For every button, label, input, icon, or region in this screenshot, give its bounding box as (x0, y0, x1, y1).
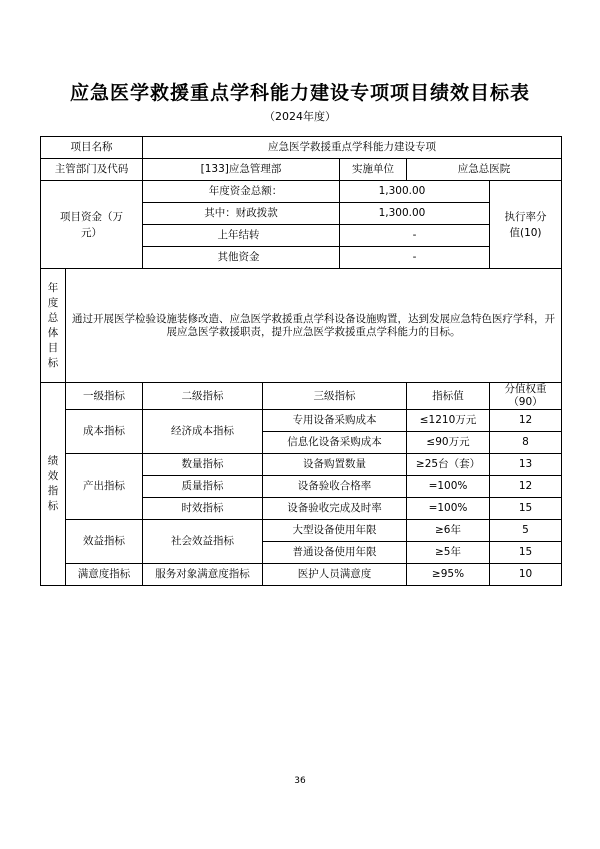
funds-total-value: 1,300.00 (340, 181, 490, 203)
unit-value: 应急总医院 (407, 159, 562, 181)
weight-cell: 15 (490, 542, 562, 564)
dept-label: 主管部门及代码 (41, 159, 143, 181)
goal-text: 通过开展医学检验设施装修改造、应急医学救援重点学科设备设施购置，达到发展应急特色医疗学科，开展应急医学救援职责，提升应急医学救援重点学科能力的目标。 (66, 269, 562, 383)
project-name-value: 应急医学救援重点学科能力建设专项 (143, 137, 562, 159)
l3-cell: 设备验收完成及时率 (263, 498, 407, 520)
l2-service-satisfaction: 服务对象满意度指标 (143, 564, 263, 586)
weight-cell: 5 (490, 520, 562, 542)
weight-cell: 12 (490, 410, 562, 432)
funds-fiscal-value: 1,300.00 (340, 203, 490, 225)
weight-cell: 12 (490, 476, 562, 498)
value-cell: ≥6年 (407, 520, 490, 542)
l1-output: 产出指标 (66, 454, 143, 520)
l3-cell: 普通设备使用年限 (263, 542, 407, 564)
unit-label: 实施单位 (340, 159, 407, 181)
l3-cell: 设备购置数量 (263, 454, 407, 476)
l1-satisfaction: 满意度指标 (66, 564, 143, 586)
goal-label: 年度总体目标 (47, 281, 59, 369)
l3-cell: 专用设备采购成本 (263, 410, 407, 432)
perf-label-cell (41, 383, 66, 586)
page-number: 36 (294, 776, 306, 786)
funds-other-label: 其他资金 (143, 247, 340, 269)
l3-cell: 信息化设备采购成本 (263, 432, 407, 454)
l1-benefit: 效益指标 (66, 520, 143, 564)
header-value: 指标值 (407, 383, 490, 410)
goal-label-cell (41, 269, 66, 383)
header-weight: 分值权重（90） (490, 383, 562, 410)
exec-rate-label: 执行率分值(10) (490, 181, 562, 269)
weight-cell: 13 (490, 454, 562, 476)
value-cell: =100% (407, 476, 490, 498)
l3-cell: 大型设备使用年限 (263, 520, 407, 542)
l2-quality: 质量指标 (143, 476, 263, 498)
header-l3: 三级指标 (263, 383, 407, 410)
funds-other-value: - (340, 247, 490, 269)
value-cell: =100% (407, 498, 490, 520)
l1-cost: 成本指标 (66, 410, 143, 454)
dept-value: [133]应急管理部 (143, 159, 340, 181)
l3-cell: 设备验收合格率 (263, 476, 407, 498)
l2-economic-cost: 经济成本指标 (143, 410, 263, 454)
value-cell: ≥5年 (407, 542, 490, 564)
l3-cell: 医护人员满意度 (263, 564, 407, 586)
funds-label: 项目资金（万元） (41, 181, 143, 269)
project-name-label: 项目名称 (41, 137, 143, 159)
weight-cell: 8 (490, 432, 562, 454)
value-cell: ≤90万元 (407, 432, 490, 454)
value-cell: ≥95% (407, 564, 490, 586)
performance-target-table (40, 136, 562, 586)
l2-quantity: 数量指标 (143, 454, 263, 476)
l2-timeliness: 时效指标 (143, 498, 263, 520)
value-cell: ≥25台（套） (407, 454, 490, 476)
value-cell: ≤1210万元 (407, 410, 490, 432)
weight-cell: 10 (490, 564, 562, 586)
perf-label: 绩效指标 (47, 455, 59, 512)
header-l2: 二级指标 (143, 383, 263, 410)
page-title: 应急医学救援重点学科能力建设专项项目绩效目标表 (69, 82, 530, 104)
funds-carryover-value: - (340, 225, 490, 247)
funds-carryover-label: 上年结转 (143, 225, 340, 247)
year-subtitle: （2024年度） (264, 110, 336, 123)
weight-cell: 15 (490, 498, 562, 520)
funds-total-label: 年度资金总额： (143, 181, 340, 203)
header-l1: 一级指标 (66, 383, 143, 410)
funds-fiscal-label: 其中：财政拨款 (143, 203, 340, 225)
l2-social-benefit: 社会效益指标 (143, 520, 263, 564)
